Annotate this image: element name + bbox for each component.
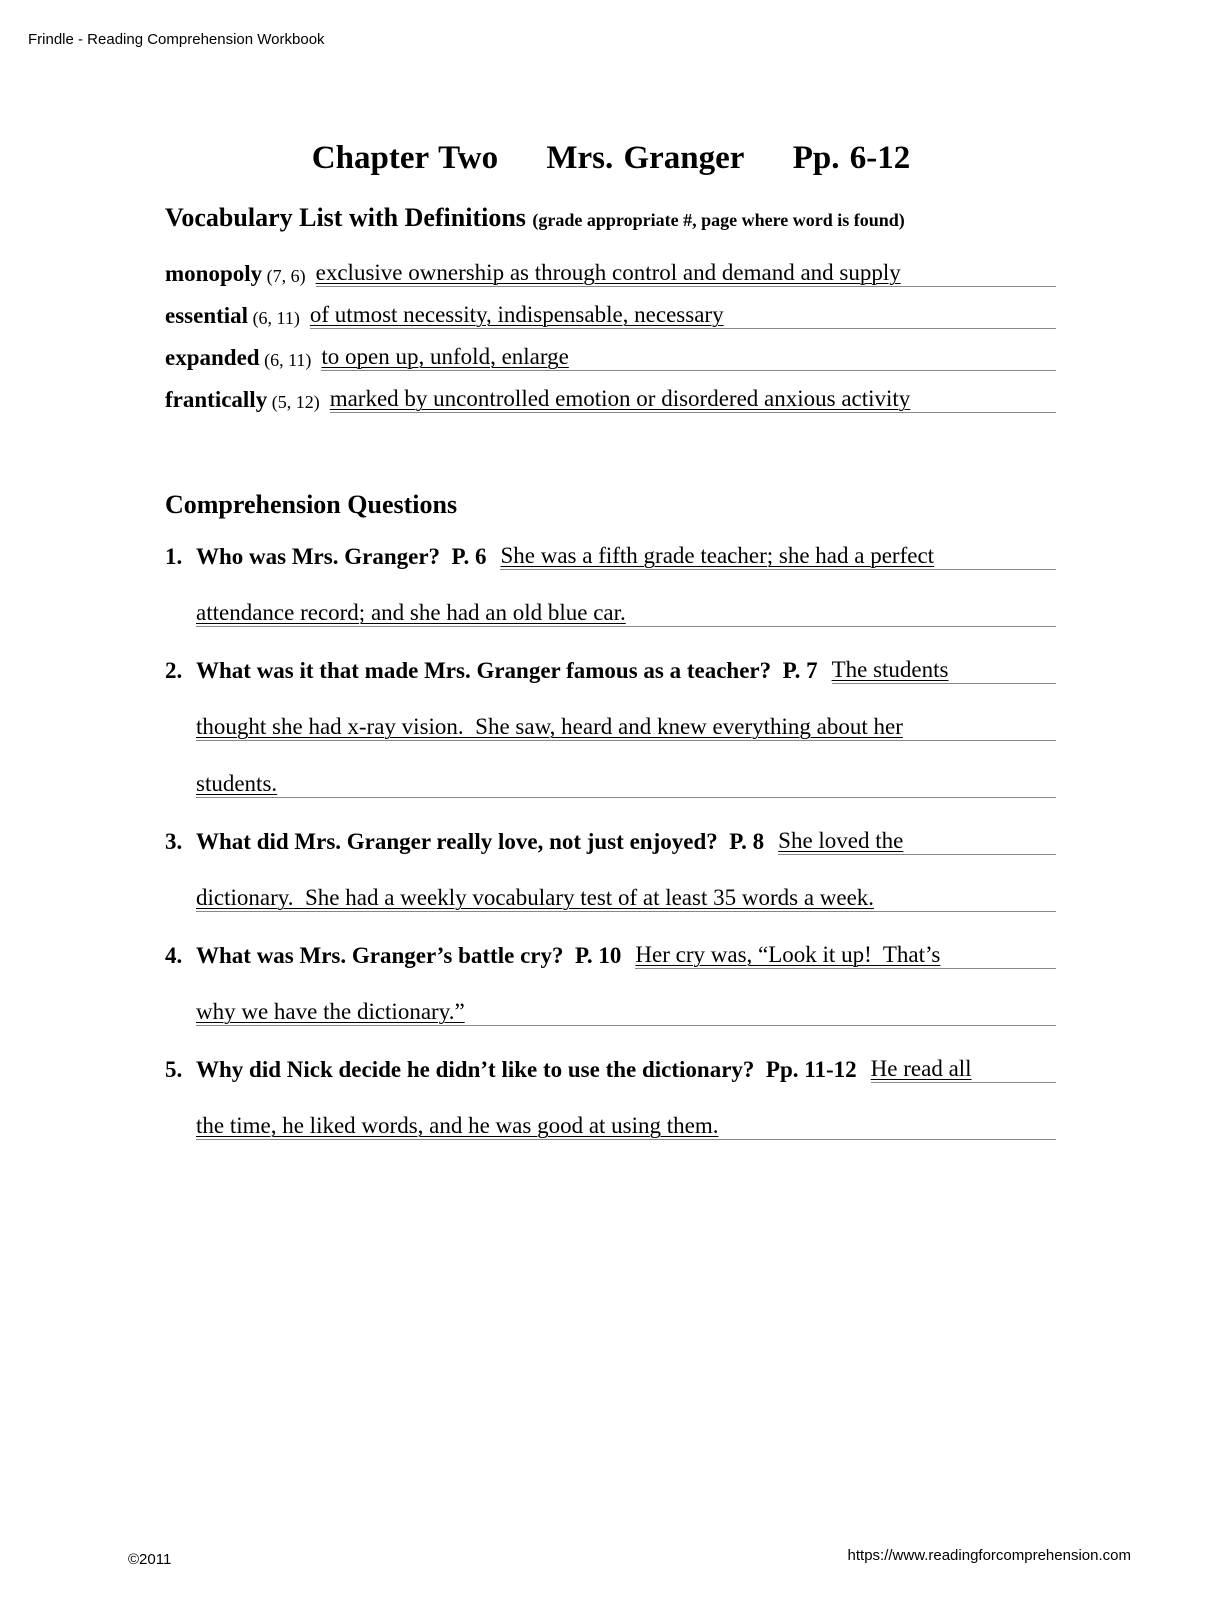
question-line bbox=[165, 825, 1056, 855]
vocab-item bbox=[165, 341, 1056, 371]
vocab-word: frantically bbox=[165, 387, 268, 412]
question-text: What was Mrs. Granger’s battle cry? P. 10 bbox=[196, 943, 622, 968]
answer-line bbox=[196, 882, 1056, 912]
vocab-heading bbox=[165, 203, 905, 233]
answer-text: She loved the bbox=[778, 828, 1056, 855]
answer-text: thought she had x-ray vision. She saw, heard and knew everything about her bbox=[196, 714, 1056, 741]
document-header: Frindle - Reading Comprehension Workbook bbox=[28, 31, 325, 48]
question-number: 5. bbox=[165, 1057, 183, 1082]
question-number: 3. bbox=[165, 829, 183, 854]
question-line bbox=[165, 654, 1056, 684]
answer-line bbox=[196, 768, 1056, 798]
answer-text: the time, he liked words, and he was good at using them. bbox=[196, 1113, 1056, 1140]
question-number: 4. bbox=[165, 943, 183, 968]
answer-text: attendance record; and she had an old blue car. bbox=[196, 600, 1056, 627]
answer-line bbox=[196, 711, 1056, 741]
answer-text: Her cry was, “Look it up! That’s bbox=[635, 942, 1056, 969]
vocab-definition: exclusive ownership as through control and demand and supply bbox=[316, 260, 1056, 287]
vocab-definition: to open up, unfold, enlarge bbox=[321, 344, 1056, 371]
vocab-item bbox=[165, 257, 1056, 287]
answer-text: He read all bbox=[871, 1056, 1056, 1083]
question-text: What was it that made Mrs. Granger famous as a teacher? P. 7 bbox=[196, 658, 818, 683]
comprehension-heading: Comprehension Questions bbox=[165, 490, 458, 519]
page-title bbox=[0, 140, 1222, 177]
answer-line bbox=[196, 996, 1056, 1026]
vocab-item bbox=[165, 299, 1056, 329]
vocab-word: monopoly bbox=[165, 261, 263, 286]
vocab-nums: (5, 12) bbox=[271, 392, 320, 412]
answer-text: why we have the dictionary.” bbox=[196, 999, 1056, 1026]
chapter-label: Chapter Two bbox=[311, 140, 499, 176]
vocab-definition: marked by uncontrolled emotion or disordered anxious activity bbox=[330, 386, 1056, 413]
vocab-nums: (6, 11) bbox=[264, 350, 312, 370]
vocab-item bbox=[165, 383, 1056, 413]
vocab-nums: (7, 6) bbox=[266, 266, 306, 286]
vocab-word: essential bbox=[165, 303, 249, 328]
question-number: 2. bbox=[165, 658, 183, 683]
question-line bbox=[165, 540, 1056, 570]
vocab-definition: of utmost necessity, indispensable, necessary bbox=[310, 302, 1056, 329]
vocab-subheading: (grade appropriate #, page where word is found) bbox=[532, 210, 905, 230]
question-text: Why did Nick decide he didn’t like to use the dictionary? Pp. 11-12 bbox=[196, 1057, 857, 1082]
answer-text: The students bbox=[832, 657, 1056, 684]
chapter-pages: Pp. 6-12 bbox=[792, 140, 911, 176]
chapter-name: Mrs. Granger bbox=[546, 140, 745, 176]
question-line bbox=[165, 1053, 1056, 1083]
copyright: ©2011 bbox=[128, 1551, 172, 1568]
footer-url: https://www.readingforcomprehension.com bbox=[847, 1547, 1131, 1564]
question-number: 1. bbox=[165, 544, 183, 569]
question-text: What did Mrs. Granger really love, not just enjoyed? P. 8 bbox=[196, 829, 765, 854]
answer-text: dictionary. She had a weekly vocabulary test of at least 35 words a week. bbox=[196, 885, 1056, 912]
question-text: Who was Mrs. Granger? P. 6 bbox=[196, 544, 487, 569]
answer-line bbox=[196, 597, 1056, 627]
vocab-word: expanded bbox=[165, 345, 260, 370]
question-line bbox=[165, 939, 1056, 969]
vocab-nums: (6, 11) bbox=[252, 308, 300, 328]
answer-text: She was a fifth grade teacher; she had a perfect bbox=[500, 543, 1056, 570]
answer-text: students. bbox=[196, 771, 1056, 798]
answer-line bbox=[196, 1110, 1056, 1140]
vocab-heading-text: Vocabulary List with Definitions bbox=[165, 203, 526, 232]
